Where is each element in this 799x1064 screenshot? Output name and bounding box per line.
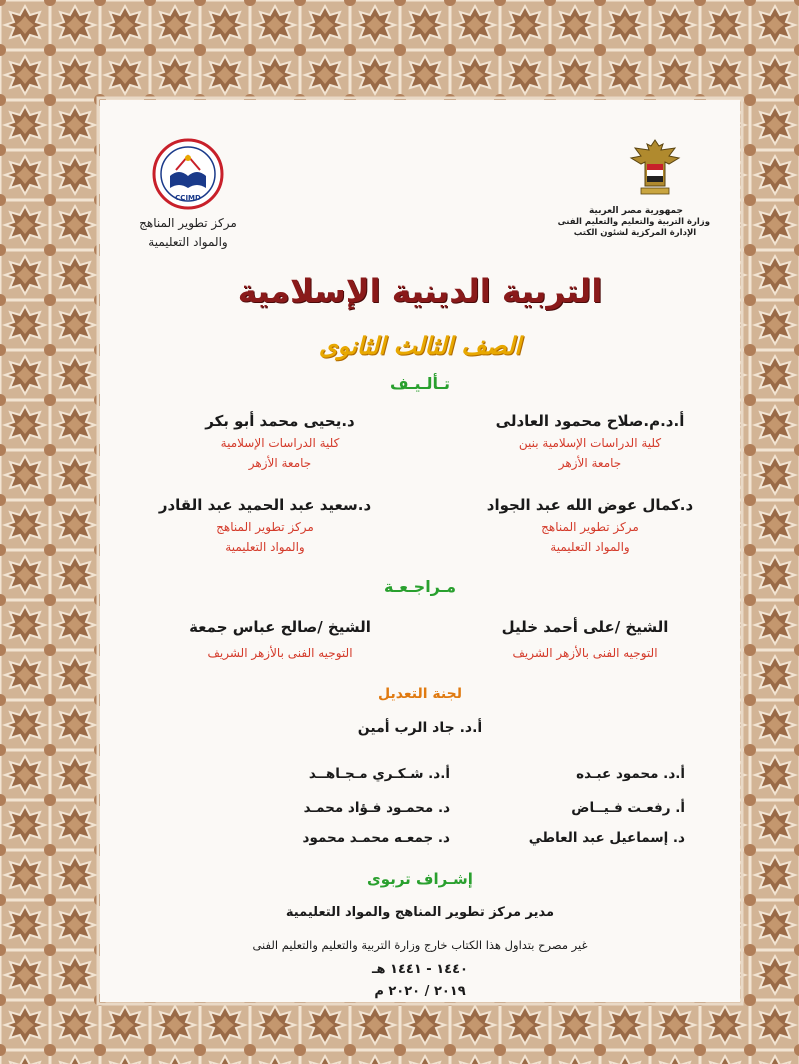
author-university: والمواد التعليمية [225,540,305,554]
ccimd-name-line-1: مركز تطوير المناهج [139,216,237,230]
committee-member-1: أ.د. محمود عبـده [576,766,685,782]
committee-member-2: أ.د. شـكـري مـجـاهــد [308,766,450,782]
authors-heading: تـألـيـف [389,374,450,393]
author-affiliation: مركز تطوير المناهج [541,520,639,534]
ccimd-logo [146,136,230,212]
committee-member-5: د. إسماعيل عبد العاطي [528,830,685,846]
author-university: جامعة الأزهر [248,456,312,470]
year-gregorian: ٢٠١٩ / ٢٠٢٠ م [374,984,466,999]
author-name: د.كمال عوض الله عبد الجواد [486,496,694,514]
author-affiliation: كلية الدراسات الإسلامية بنين [518,436,662,450]
author-2 [170,412,390,470]
reviewer-name: الشيخ /صالح عباس جمعة [189,618,371,636]
author-name: د.سعيد عبد الحميد عبد القادر [158,496,372,514]
ministry-line-3: الإدارة المركزية لشئون الكتب [573,228,697,238]
review-heading: مـراجـعـة [383,577,456,596]
reviewer-name: الشيخ /على أحمد خليل [501,618,669,636]
cover-page [100,100,740,1002]
author-name: د.يحيى محمد أبو بكر [205,412,355,430]
author-university: والمواد التعليمية [550,540,630,554]
eagle-icon [625,136,685,206]
ministry-emblem [557,136,740,246]
reviewer-2 [160,618,400,660]
ministry-line-2: وزارة التربية والتعليم والتعليم الفنى [557,217,710,227]
author-name: أ.د.م.صلاح محمود العادلى [495,412,685,430]
committee-member-6: د. جمعـه محمـد محمود [302,830,450,846]
author-university: جامعة الأزهر [558,456,622,470]
ccimd-logo-block [128,136,248,266]
committee-member-4: د. محمـود فـؤاد محمـد [303,800,450,816]
ministry-line-1: جمهورية مصر العربية [588,206,684,216]
ccimd-badge-text: CCIMD [175,194,201,202]
distribution-notice: غير مصرح بتداول هذا الكتاب خارج وزارة التربية والتعليم والتعليم الفنى [252,938,588,952]
year-hijri: ١٤٤٠ - ١٤٤١ هـ [372,962,468,977]
author-affiliation: كلية الدراسات الإسلامية [220,436,340,450]
book-title: التربية الدينية الإسلامية [237,272,603,310]
author-1 [480,412,700,470]
committee-head: أ.د. جاد الرب أمين [357,720,483,736]
committee-heading: لجنة التعديل [378,686,462,702]
reviewer-1 [470,618,700,660]
author-3 [480,496,700,554]
supervisor-title: مدير مركز تطوير المناهج والمواد التعليمية [285,905,555,920]
ccimd-name-line-2: والمواد التعليمية [148,235,228,249]
committee-member-3: أ. رفعـت فـيــاض [571,800,685,816]
grade-title: الصف الثالث الثانوى [318,332,522,360]
supervision-heading: إشـراف تربوى [367,870,473,888]
author-affiliation: مركز تطوير المناهج [216,520,314,534]
reviewer-affiliation: التوجيه الفنى بالأزهر الشريف [512,646,658,660]
reviewer-affiliation: التوجيه الفنى بالأزهر الشريف [207,646,353,660]
author-4 [140,496,390,554]
